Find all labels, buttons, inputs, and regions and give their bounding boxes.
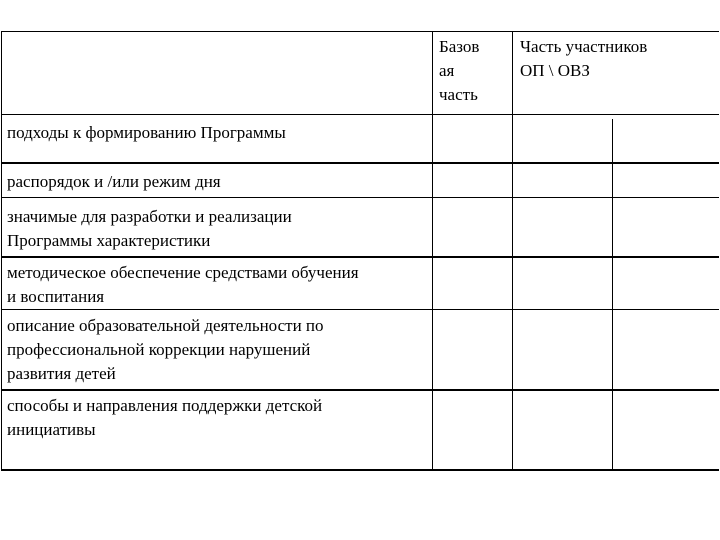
row-label-activities: описание образовательной деятельности по профессиональной коррекции нарушений развития детей	[7, 316, 324, 383]
header-bottom-line	[1, 114, 719, 115]
col-divider-sub	[612, 119, 613, 471]
row-label-characteristics: значимые для разработки и реализации Программы характеристики	[7, 207, 292, 250]
row-label-schedule: распорядок и /или режим дня	[7, 172, 221, 191]
row-label-initiative: способы и направления поддержки детской инициативы	[7, 396, 323, 439]
row-label-methodical: методическое обеспечение средствами обучения и воспитания	[7, 263, 359, 306]
table-border-top	[1, 31, 719, 32]
col-divider-basic	[512, 31, 513, 471]
header-participants-part: Часть участников ОП \ ОВЗ	[520, 37, 648, 80]
col-divider-label	[432, 31, 433, 471]
row-label-approaches: подходы к формированию Программы	[7, 123, 286, 142]
header-basic-part: Базов ая часть	[439, 37, 480, 104]
table-border-left	[1, 31, 2, 471]
